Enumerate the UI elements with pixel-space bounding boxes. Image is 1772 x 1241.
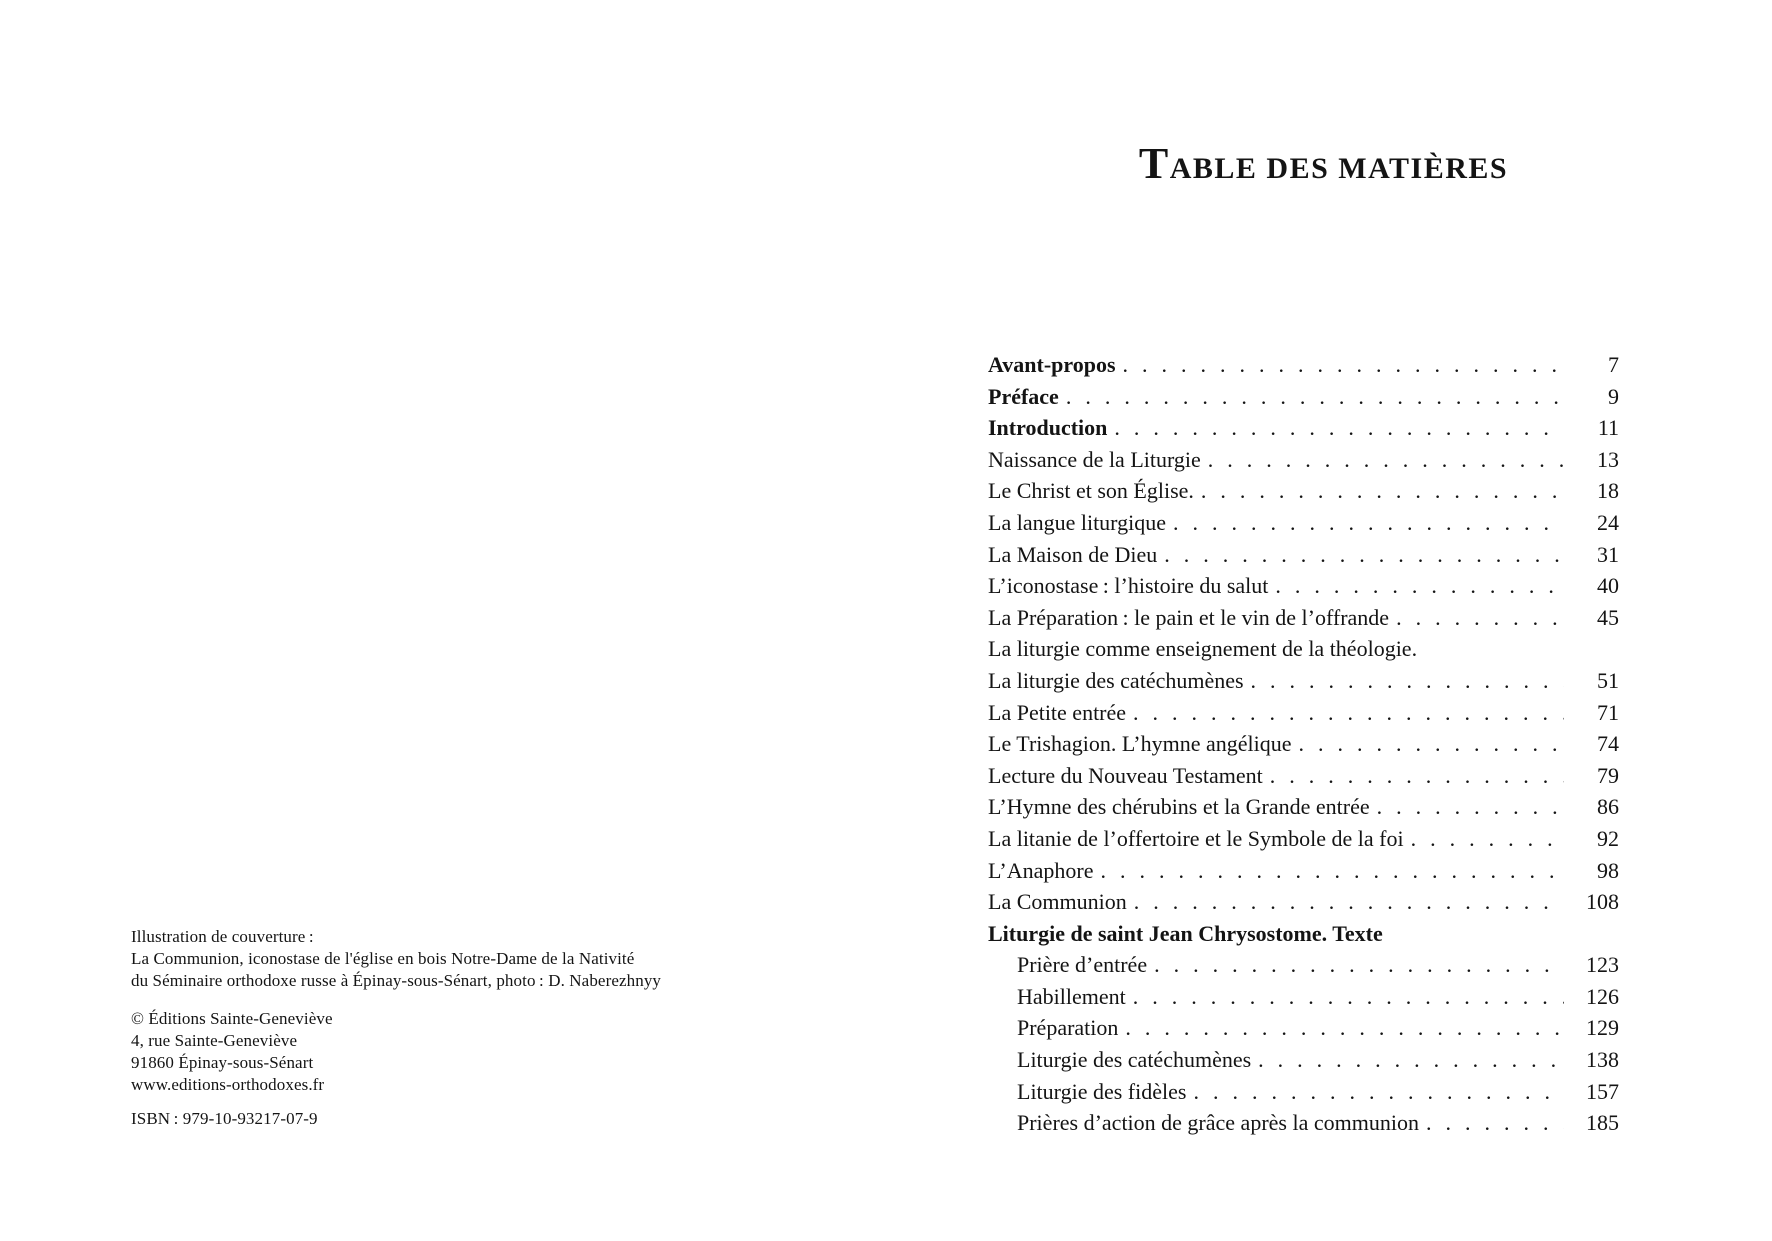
toc-entry-label: Lecture du Nouveau Testament: [988, 762, 1263, 788]
toc-entry: [988, 981, 1619, 1013]
toc-page-number: 138: [1586, 1047, 1619, 1073]
toc-entry-label: Le Christ et son Église.: [988, 478, 1194, 504]
cover-note-line: Illustration de couverture :: [131, 927, 314, 946]
toc-entry-label: La langue liturgique: [988, 509, 1166, 535]
cover-illustration-note: [131, 926, 661, 991]
toc-dot-leader: [1426, 1107, 1564, 1139]
toc-page-number: 11: [1597, 415, 1619, 441]
toc-page-number: 51: [1597, 667, 1619, 693]
toc-entry-label: Prière d’entrée: [1017, 952, 1148, 978]
toc-page-number: 71: [1597, 699, 1619, 725]
toc-entry-label: Prières d’action de grâce après la communion: [1017, 1110, 1419, 1136]
publisher-line: 91860 Épinay-sous-Sénart: [131, 1052, 314, 1072]
toc-page-number: 31: [1597, 541, 1619, 567]
toc-section-heading: [988, 918, 1619, 950]
toc-page-number: 18: [1597, 478, 1619, 504]
toc-entry: [988, 412, 1619, 444]
toc-page-number: 13: [1597, 446, 1619, 472]
toc-entry: [988, 1076, 1619, 1108]
toc-dot-leader: [1201, 475, 1564, 507]
toc-page-number: 79: [1597, 762, 1619, 788]
toc-dot-leader: [1134, 886, 1564, 918]
toc-page-number: 9: [1608, 383, 1619, 409]
toc-entry-label: L’Anaphore: [988, 857, 1094, 883]
toc-page-number: 45: [1597, 604, 1619, 630]
toc-page-number: 40: [1597, 573, 1619, 599]
toc-page-number: 98: [1597, 857, 1619, 883]
toc-entry: [988, 539, 1619, 571]
toc-entry-label: La liturgie comme enseignement de la théologie.: [988, 636, 1418, 662]
toc-entry-label: La Communion: [988, 889, 1127, 915]
toc-entry-label: Liturgie de saint Jean Chrysostome. Texte: [988, 920, 1383, 946]
toc-entry-label: Préface: [988, 383, 1059, 409]
copyright-colophon: [131, 926, 661, 1129]
toc-dot-leader: [1270, 760, 1564, 792]
toc-dot-leader: [1258, 1044, 1564, 1076]
toc-dot-leader: [1114, 412, 1564, 444]
toc-entry: [988, 665, 1619, 697]
toc-entry: [988, 697, 1619, 729]
cover-note-line: du Séminaire orthodoxe russe à Épinay-sous-Sénart, photo : D. Naberezhnyy: [131, 970, 662, 990]
toc-page-number: 92: [1597, 825, 1619, 851]
toc-dot-leader: [1125, 1012, 1564, 1044]
toc-page-number: 126: [1586, 983, 1619, 1009]
toc-dot-leader: [1299, 728, 1565, 760]
toc-entry: [988, 760, 1619, 792]
toc-entry-label: Liturgie des catéchumènes: [1017, 1047, 1252, 1073]
toc-dot-leader: [1377, 791, 1564, 823]
publisher-line: © Éditions Sainte-Geneviève: [131, 1009, 333, 1029]
toc-entry-label: La Maison de Dieu: [988, 541, 1158, 567]
toc-entry-label: L’iconostase : l’histoire du salut: [988, 573, 1269, 599]
toc-entry: [988, 349, 1619, 381]
toc-entry-label: Introduction: [988, 415, 1108, 441]
toc-page-number: 24: [1597, 509, 1619, 535]
toc-dot-leader: [1101, 855, 1565, 887]
cover-note-line: La Communion, iconostase de l'église en bois Notre-Dame de la Nativité: [131, 948, 635, 968]
toc-dot-leader: [1275, 570, 1564, 602]
toc-dot-leader: [1154, 949, 1564, 981]
toc-entry: [988, 1012, 1619, 1044]
toc-page-number: 86: [1597, 794, 1619, 820]
toc-entry: [988, 633, 1619, 665]
toc-dot-leader: [1193, 1076, 1564, 1108]
toc-entry-label: La Petite entrée: [988, 699, 1127, 725]
toc-entry-label: Préparation: [1017, 1015, 1119, 1041]
toc-dot-leader: [1133, 981, 1564, 1013]
toc-entry: [988, 507, 1619, 539]
toc-page-number: 7: [1608, 352, 1619, 377]
toc-entry: [988, 823, 1619, 855]
toc-page-number: 185: [1586, 1110, 1619, 1136]
toc-page-number: 74: [1597, 731, 1619, 757]
toc-dot-leader: [1396, 602, 1564, 634]
toc-entry: [988, 475, 1619, 507]
toc-dot-leader: [1411, 823, 1564, 855]
toc-page-number: 123: [1586, 952, 1619, 978]
toc-entry: [988, 949, 1619, 981]
toc-page-number: 129: [1586, 1015, 1619, 1041]
toc-entry-label: La Préparation : le pain et le vin de l’offrande: [988, 604, 1390, 630]
toc-dot-leader: [1066, 381, 1564, 413]
toc-page-number: 108: [1586, 889, 1619, 915]
toc-entry: [988, 1044, 1619, 1076]
toc-entry-label: Habillement: [1017, 983, 1126, 1009]
toc-title: TABLE DES MATIÈRES: [1138, 139, 1509, 188]
toc-entry: [988, 886, 1619, 918]
toc-dot-leader: [1173, 507, 1564, 539]
publisher-line: 4, rue Sainte-Geneviève: [131, 1031, 298, 1051]
toc-entry-label: Le Trishagion. L’hymne angélique: [988, 731, 1292, 757]
toc-entry: [988, 444, 1619, 476]
toc-entry: [988, 602, 1619, 634]
toc-page-number: 157: [1586, 1078, 1619, 1104]
toc-dot-leader: [1164, 539, 1564, 571]
toc-entry-label: Avant-propos: [988, 352, 1116, 377]
publisher-address: [131, 1008, 661, 1095]
toc-entry: [988, 791, 1619, 823]
toc-dot-leader: [1251, 665, 1564, 697]
toc-entry-label: Liturgie des fidèles: [1017, 1078, 1187, 1104]
toc-entry: [988, 855, 1619, 887]
publisher-line: www.editions-orthodoxes.fr: [131, 1074, 325, 1094]
toc-entry-label: La litanie de l’offertoire et le Symbole de la foi: [988, 825, 1404, 851]
toc-entry: [988, 570, 1619, 602]
toc-dot-leader: [1208, 444, 1564, 476]
toc-entry-label: L’Hymne des chérubins et la Grande entrée: [988, 794, 1370, 820]
toc-entry: [988, 728, 1619, 760]
toc-entry-label: La liturgie des catéchumènes: [988, 667, 1244, 693]
isbn: ISBN : 979-10-93217-07-9: [131, 1108, 318, 1128]
table-of-contents: [988, 139, 1619, 1139]
toc-entry: [988, 381, 1619, 413]
toc-dot-leader: [1133, 697, 1564, 729]
toc-entry-label: Naissance de la Liturgie: [988, 446, 1201, 472]
toc-dot-leader: [1123, 349, 1564, 381]
toc-entry: [988, 1107, 1619, 1139]
